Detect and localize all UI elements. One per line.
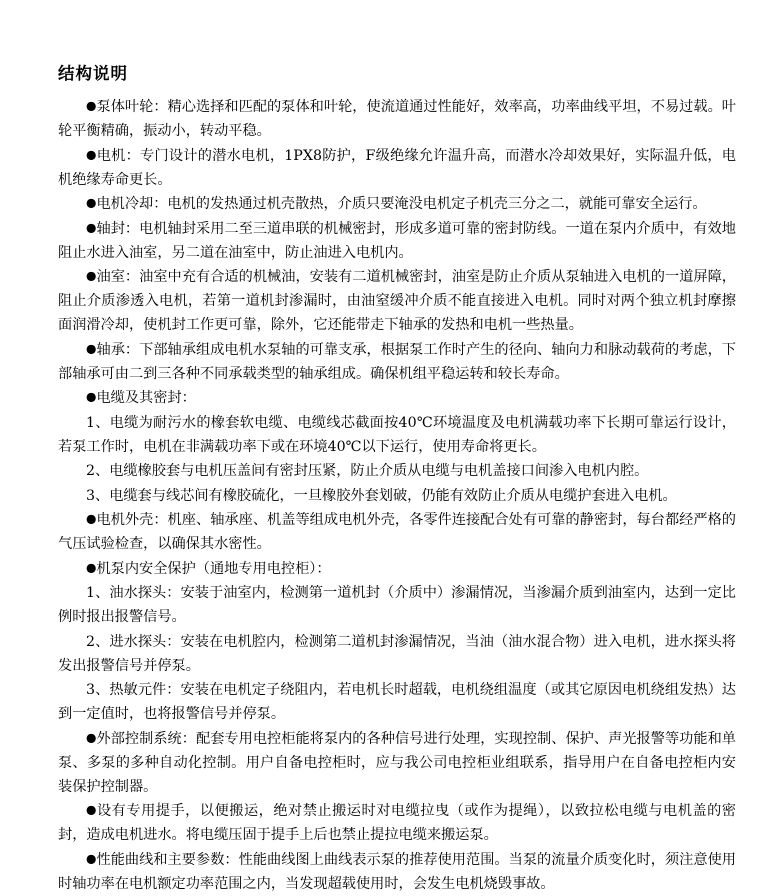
paragraph-text: 电机：专门设计的潜水电机，1PX8防护，F级绝缘允许温升高，而潜水冷却效果好，实际温升低，电机绝缘寿命更长。 xyxy=(58,147,736,188)
paragraph-text: 电缆及其密封： xyxy=(96,390,196,407)
paragraph xyxy=(58,799,736,847)
paragraph-text: 性能曲线和主要参数：性能曲线图上曲线表示泵的推荐使用范围。当泵的流量介质变化时，须注意使用时轴功率在电机额定功率范围之内，当发现超载使用时，会发生电机烧毁事故。 xyxy=(58,851,736,892)
paragraph xyxy=(58,508,736,556)
numbered-paragraph xyxy=(58,459,736,483)
paragraph xyxy=(58,386,736,410)
numbered-paragraph xyxy=(58,678,736,726)
paragraph-text: 轴承：下部轴承组成电机水泵轴的可靠支承，根据泵工作时产生的径向、轴向力和脉动载荷的考虑，下部轴承可由二到三各种不同承载类型的轴承组成。确保机组平稳运转和较长寿命。 xyxy=(58,341,736,382)
bullet-marker: ● xyxy=(86,98,97,113)
paragraph-text: 机泵内安全保护（通地专用电控柜）： xyxy=(96,560,331,577)
paragraph xyxy=(58,848,736,896)
bullet-marker: ● xyxy=(86,268,97,283)
paragraph-text: 3、热敏元件：安装在电机定子绕阻内，若电机长时超载，电机绕组温度（或其它原因电机绕组发热）达到一定值时，也将报警信号并停泵。 xyxy=(58,682,736,723)
paragraph xyxy=(58,95,736,143)
page-title: 结构说明 xyxy=(58,64,128,83)
paragraph-text: 电机冷却：电机的发热通过机壳散热，介质只要淹没电机定子机壳三分之二，就能可靠安全运行。 xyxy=(96,196,707,213)
paragraph-text: 1、电缆为耐污水的橡套软电缆、电缆线芯截面按40℃环境温度及电机满载功率下长期可靠运行设计，若泵工作时，电机在非满载功率下或在环境40℃以下运行，使用寿命将更长。 xyxy=(58,414,736,455)
paragraph xyxy=(58,192,736,216)
paragraph xyxy=(58,217,736,265)
bullet-marker: ● xyxy=(86,147,97,162)
bullet-marker: ● xyxy=(86,220,97,235)
paragraph-text: 外部控制系统：配套专用电控柜能将泵内的各种信号进行处理，实现控制、保护、声光报警等功能和单泵、多泵的多种自动化控制。用户自备电控柜时，应与我公司电控柜业组联系，指导用户在自备电控柜内安装保护控制器。 xyxy=(58,730,736,795)
numbered-paragraph xyxy=(58,484,736,508)
bullet-marker: ● xyxy=(86,195,97,210)
paragraph-text: 电机外壳：机座、轴承座、机盖等组成电机外壳，各零件连接配合处有可靠的静密封，每台都经严格的气压试验检查，以确保其水密性。 xyxy=(58,512,736,553)
bullet-marker: ● xyxy=(86,511,97,526)
document-body xyxy=(58,95,736,896)
paragraph xyxy=(58,557,736,581)
bullet-marker: ● xyxy=(86,560,97,575)
paragraph-text: 2、进水探头：安装在电机腔内，检测第二道机封渗漏情况，当油（油水混合物）进入电机，进水探头将发出报警信号并停泵。 xyxy=(58,633,736,674)
bullet-marker: ● xyxy=(86,730,97,745)
bullet-marker: ● xyxy=(86,851,97,866)
paragraph xyxy=(58,265,736,337)
paragraph-text: 泵体叶轮：精心选择和匹配的泵体和叶轮，使流道通过性能好，效率高，功率曲线平坦，不易过载。叶轮平衡精确，振动小，转动平稳。 xyxy=(58,99,736,140)
paragraph-text: 3、电缆套与线芯间有橡胶硫化，一旦橡胶外套划破，仍能有效防止介质从电缆护套进入电机。 xyxy=(86,487,677,504)
paragraph xyxy=(58,727,736,799)
numbered-paragraph xyxy=(58,630,736,678)
paragraph xyxy=(58,338,736,386)
numbered-paragraph xyxy=(58,581,736,629)
paragraph-text: 设有专用提手，以便搬运，绝对禁止搬运时对电缆拉曳（或作为提绳），以致拉松电缆与电机盖的密封，造成电机进水。将电缆压固于提手上后也禁止提拉电缆来搬运泵。 xyxy=(58,803,736,844)
paragraph-text: 1、油水探头：安装于油室内，检测第一道机封（介质中）渗漏情况，当渗漏介质到油室内，达到一定比例时报出报警信号。 xyxy=(58,585,736,626)
paragraph-text: 2、电缆橡胶套与电机压盖间有密封压紧，防止介质从电缆与电机盖接口间渗入电机内腔。 xyxy=(86,463,649,480)
bullet-marker: ● xyxy=(86,802,97,817)
bullet-marker: ● xyxy=(86,341,97,356)
paragraph-text: 轴封：电机轴封采用二至三道串联的机械密封，形成多道可靠的密封防线。一道在泵内介质中，有效地阻止水进入油室，另二道在油室中，防止油进入电机内。 xyxy=(58,220,736,261)
bullet-marker: ● xyxy=(86,389,97,404)
paragraph-text: 油室：油室中充有合适的机械油，安装有二道机械密封，油室是防止介质从泵轴进入电机的一道屏障，阻止介质渗透入电机，若第一道机封渗漏时，由油窒缓冲介质不能直接进入电机。同时对两个独立机封摩擦面润滑冷却，使机封工作更可靠，除外，它还能带走下轴承的发热和电机一些热量。 xyxy=(58,269,736,334)
paragraph xyxy=(58,144,736,192)
numbered-paragraph xyxy=(58,411,736,459)
